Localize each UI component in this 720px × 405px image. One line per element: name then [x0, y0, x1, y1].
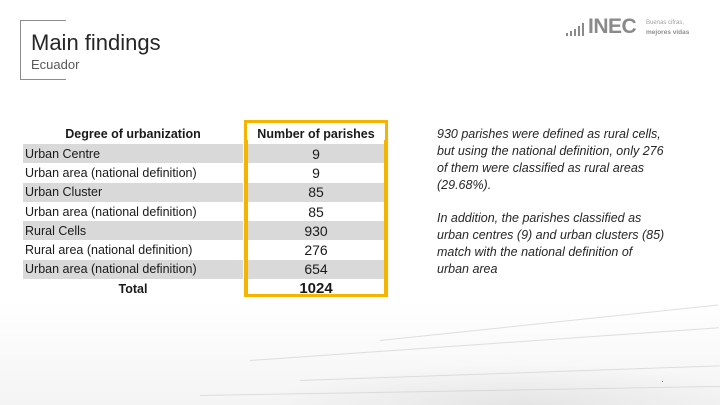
table-row	[23, 260, 243, 279]
table-row	[247, 144, 385, 163]
row-label: Rural Cells	[23, 221, 243, 240]
table-row	[23, 144, 243, 163]
parishes-count-column	[247, 124, 385, 298]
row-value: 930	[247, 221, 385, 240]
decorative-dot	[662, 381, 663, 382]
table-row	[247, 240, 385, 259]
signal-bars-icon	[566, 22, 588, 36]
logo-tagline-2: mejores vidas	[646, 29, 690, 36]
row-value: 85	[247, 183, 385, 202]
table-row	[247, 202, 385, 221]
finding-paragraph-2: In addition, the parishes classified as urban centres (9) and urban clusters (85) match with the national definition of urban area	[437, 211, 665, 276]
row-value: 85	[247, 202, 385, 221]
table-total-row	[247, 279, 385, 298]
table-row	[247, 163, 385, 182]
table-row	[23, 163, 243, 182]
column-header-parishes: Number of parishes	[247, 124, 385, 144]
table-row	[247, 221, 385, 240]
inec-logo	[566, 16, 706, 42]
table-row	[23, 240, 243, 259]
table-row	[247, 183, 385, 202]
row-value: 276	[247, 240, 385, 259]
logo-brand-text: INEC	[588, 15, 637, 38]
row-value: 654	[247, 260, 385, 279]
logo-tagline	[646, 19, 689, 37]
column-header-degree: Degree of urbanization	[23, 124, 243, 144]
row-label: Urban area (national definition)	[23, 260, 243, 279]
row-label: Urban area (national definition)	[23, 163, 243, 182]
row-label: Urban area (national definition)	[23, 202, 243, 221]
table-row	[247, 260, 385, 279]
background-rays	[0, 300, 720, 405]
logo-tagline-1: Buenas cifras,	[646, 20, 685, 26]
row-label: Urban Centre	[23, 144, 243, 163]
total-label: Total	[23, 279, 243, 298]
table-header-row	[247, 124, 385, 144]
row-value: 9	[247, 144, 385, 163]
table-row	[23, 221, 243, 240]
row-label: Rural area (national definition)	[23, 240, 243, 259]
total-value: 1024	[247, 279, 385, 298]
finding-paragraph-1: 930 parishes were defined as rural cells, but using the national definition, only 276 of them were classified as rural areas (29.68%).	[437, 127, 664, 192]
urbanization-table	[23, 124, 243, 298]
table-total-row	[23, 279, 243, 298]
page-title: Main findings	[31, 30, 161, 55]
row-label: Urban Cluster	[23, 183, 243, 202]
row-value: 9	[247, 163, 385, 182]
table-row	[23, 183, 243, 202]
page-subtitle: Ecuador	[31, 57, 80, 72]
table-row	[23, 202, 243, 221]
table-header-row	[23, 124, 243, 144]
